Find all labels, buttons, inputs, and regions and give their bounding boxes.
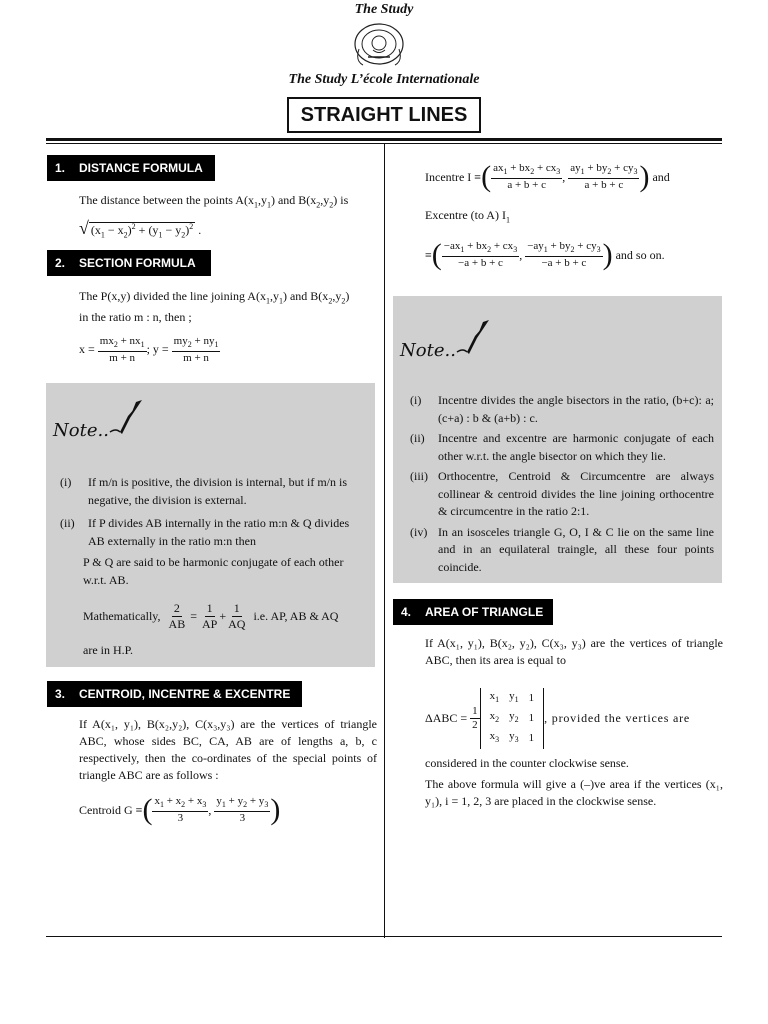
math-tail: i.e. AP, AB & AQ [253, 608, 339, 623]
list-item [410, 468, 714, 521]
hp-sentence: are in H.P. [83, 643, 133, 657]
distance-formula: √ $(x_1 - x_2)^2 + (y_1 - y_2)^2$ . [79, 218, 202, 240]
list-item [410, 392, 714, 427]
list-text: If P divides AB internally in the ratio m:n & Q divides AB externally in the ratio m:n then [88, 516, 350, 548]
area-label: ΔABC = [425, 710, 468, 725]
bottom-rule [46, 936, 722, 937]
section-text-a: The P(x,y) divided the line joining A(x [79, 289, 266, 303]
centroid-text: If A(x₁, y₁), B(x₂,y₂), C(x₃,y₃) are the vertices of triangle ABC, whose sides BC, CA, AB are of lengths a, b, c respectively, then the co-ordinates of the special points of triangle ABC are as follows : [79, 717, 377, 782]
list-item [60, 474, 368, 509]
sqrt-symbol: √ [79, 218, 89, 238]
top-rule [46, 138, 722, 141]
and-text: and [652, 169, 670, 184]
area-formula: ΔABC = $\frac{1}{2}$ $x_1$ $y_1$ 1 $x_2$ $y_2$ 1 $x_3$ $y_3$ 1 , provided the vertices are [425, 688, 723, 749]
note-right-list [410, 392, 714, 576]
math-lead: Mathematically, [83, 608, 161, 623]
section-number: 2. [55, 256, 66, 270]
equiv-symbol: ≡ [425, 247, 432, 262]
list-marker: (iv) [410, 524, 428, 539]
list-item [410, 524, 714, 577]
section-number: 3. [55, 687, 66, 701]
list-text: If m/n is positive, the division is internal, but if m/n is negative, the division is external. [88, 475, 347, 507]
quill-pen-icon [108, 398, 148, 438]
area-text-b: considered in the counter clockwise sense. [425, 756, 629, 770]
provided-text: , provided the vertices are [544, 710, 691, 725]
math-line: Mathematically, $\frac{2}{AB}$ = $\frac{1}{AP}$ + $\frac{1}{AQ}$ i.e. AP, AB & AQ [83, 601, 339, 631]
centroid-formula: Centroid G ≡ ( $\frac{x_1 + x_2 + x_3}{3}$ , $\frac{y_1 + y_2 + y_3}{3}$ ) [79, 793, 281, 827]
brand-name: The Study [354, 2, 414, 17]
list-text: In an isosceles triangle G, O, I & C lie on the same line and in an equilateral traingle, all these four points coincide. [438, 524, 714, 574]
list-item [60, 515, 368, 550]
note-heading: Note.. [53, 420, 109, 441]
page-title: STRAIGHT LINES [287, 97, 481, 133]
list-text: Incentre and excentre are harmonic conjugate of each other w.r.t. the angle bisector on which they lie. [438, 431, 714, 463]
school-logo [353, 19, 405, 69]
section-heading-area [393, 599, 553, 625]
list-marker: (ii) [60, 516, 75, 530]
section-heading-distance [47, 155, 215, 181]
distance-text: The distance between the points $A(x_1,y_1)$ and $B(x_2,y_2)$ is [79, 193, 349, 210]
section-formula-text: The P(x,y) divided the line joining $A(x_1,y_1)$ and $B(x_2,y_2)$ in the ratio m : n, then ; [79, 289, 350, 325]
note-left-list [60, 474, 368, 660]
list-item [410, 430, 714, 465]
harmonic-text [60, 554, 368, 589]
excentre-subscript: 1 [505, 215, 510, 225]
area-text-a: If A(x₁, y₁), B(x₂, y₂), C(x₃, y₃) are the vertices of triangle ABC, then its area is equal to [425, 636, 723, 667]
harmonic-sentence: P & Q are said to be harmonic conjugate of each other w.r.t. AB. [83, 555, 344, 587]
note-heading: Note.. [400, 340, 456, 361]
excentre-formula: ≡ ( $\frac{-ax_1 + bx_2 + cx_3}{-a + b + c}$ , $\frac{-ay_1 + by_2 + cy_3}{-a + b + c}$ ) and so on. [425, 238, 665, 272]
distance-text-lead: The distance between the points A(x [79, 193, 254, 207]
and-so-on-text: and so on. [615, 247, 665, 262]
excentre-label: Excentre (to A) I [425, 208, 506, 222]
determinant: $x_1$ $y_1$ 1 $x_2$ $y_2$ 1 $x_3$ $y_3$ 1 [480, 688, 545, 749]
incentre-label: Incentre I ≡ [425, 169, 482, 184]
list-marker: (i) [60, 475, 72, 489]
quill-pen-icon [455, 318, 495, 358]
section-number: 1. [55, 161, 66, 175]
section-title: DISTANCE FORMULA [79, 161, 203, 175]
hp-text [60, 642, 368, 660]
incentre-formula: Incentre I ≡ ( $\frac{ax_1 + bx_2 + cx_3}{a + b + c}$ , $\frac{ay_1 + by_2 + cy_3}{a + b + c}$ ) and [425, 160, 670, 194]
list-marker: (iii) [410, 469, 428, 483]
centroid-label: Centroid G ≡ [79, 802, 143, 817]
list-text: Orthocentre, Centroid & Circumcentre are always collinear & centroid divides the line joining orthocentre & circumcentre in the ratio 2:1. [438, 469, 714, 518]
section-heading-centroid [47, 681, 302, 707]
section-number: 4. [401, 605, 412, 619]
section-heading-section-formula [47, 250, 211, 276]
excentre-label-line [425, 207, 725, 228]
list-text: Incentre divides the angle bisectors in the ratio, (b+c): a; (c+a) : b & (a+b) : c. [438, 393, 714, 425]
column-divider [384, 143, 385, 938]
school-name: The Study L’école Internationale [288, 72, 480, 87]
section-title: AREA OF TRIANGLE [425, 605, 544, 619]
section-title: SECTION FORMULA [79, 256, 196, 270]
section-text-b: in the ratio m : n, then ; [79, 310, 192, 325]
section-formula: x = $\frac{mx_2 + nx_1}{m + n}$ ; y = $\frac{my_2 + ny_1}{m + n}$ [79, 335, 219, 365]
section-title: CENTROID, INCENTRE & EXCENTRE [79, 687, 291, 701]
area-text-c: The above formula will give a (–)ve area if the vertices (x₁, y₁), i = 1, 2, 3 are placed in the clockwise sense. [425, 777, 723, 808]
list-marker: (i) [410, 393, 422, 407]
list-marker: (ii) [410, 431, 425, 445]
